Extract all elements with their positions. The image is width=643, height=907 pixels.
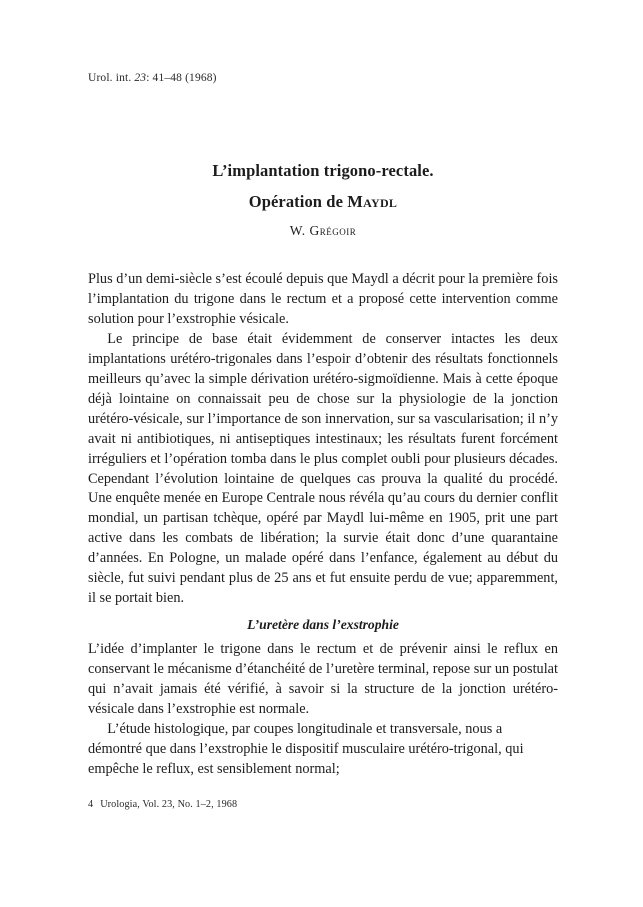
running-head-prefix: Urol. int. [88,72,135,84]
paragraph: L’idée d’implanter le trigone dans le rectum et de prévenir ainsi le reflux en conservant le mécanisme d’étanchéité de l’uretère terminal, repose sur un postulat qui n’avait jamais été vérifié, à savoir si la structure de la jonction urétéro-vésicale dans l’exstrophie est normale. [88,641,558,718]
article-author: W. Grégoir [289,223,357,238]
paragraph: L’étude histologique, par coupes longitudinale et transversale, nous a démontré que dans l’exstrophie le dispositif musculaire urétéro-trigonal, qui empêche le reflux, est sensiblement normal; [88,720,524,777]
running-head-volume: 23 [134,72,147,84]
section-heading: L’uretère dans l’exstrophie [247,617,399,633]
article-title-subtitle-prefix: Opération de [248,192,348,212]
paragraph: Le principe de base était évidemment de conserver intactes les deux implantations urétéro-trigonales dans l’espoir d’obtenir des résultats fonctionnels meilleurs qu’avec la simple dérivation urétéro-sigmoïdienne. Mais à cette époque déjà lointaine on connaissait peu de chose sur la physiologie de la jonction urétéro-vésicale, sur l’importance de son innervation, sur sa vascularisation; il n’y avait ni antibiotiques, ni antiseptiques intestinaux; les résultats furent forcément irréguliers et l’opération tomba dans le plus complet oubli pour plusieurs décades. Cependant l’évolution lointaine de quelques cas prouva la qualité du procédé. Une enquête menée en Europe Centrale nous révéla qu’au cours du dernier conflit mondial, un partisan tchèque, opéré par Maydl lui-même en 1905, prit une part active dans les combats de libération; la survie était donc d’une quarantaine d’années. En Pologne, un malade opéré dans l’enfance, également au début du siècle, fut suivi pendant plus de 25 ans et fut ensuite perdu de vue; apparemment, il se portait bien. [88,330,558,607]
folio-number: 4 [88,799,94,810]
article-title-line-2 [88,193,558,211]
page-footer [88,799,237,810]
running-head [88,72,217,84]
article-body [88,270,558,780]
article-title-block [88,162,558,211]
paragraph: Plus d’un demi-siècle s’est écoulé depuis que Maydl a décrit pour la première fois l’implantation du trigone dans le rectum et a proposé cette intervention comme solution pour l’exstrophie vésicale. [88,271,558,327]
article-title-line-1: L’implantation trigono-rectale. [212,161,434,180]
running-head-suffix: : 41–48 (1968) [146,72,217,84]
footer-citation: Urologia, Vol. 23, No. 1–2, 1968 [100,799,238,810]
article-title-surname: Maydl [347,192,398,212]
